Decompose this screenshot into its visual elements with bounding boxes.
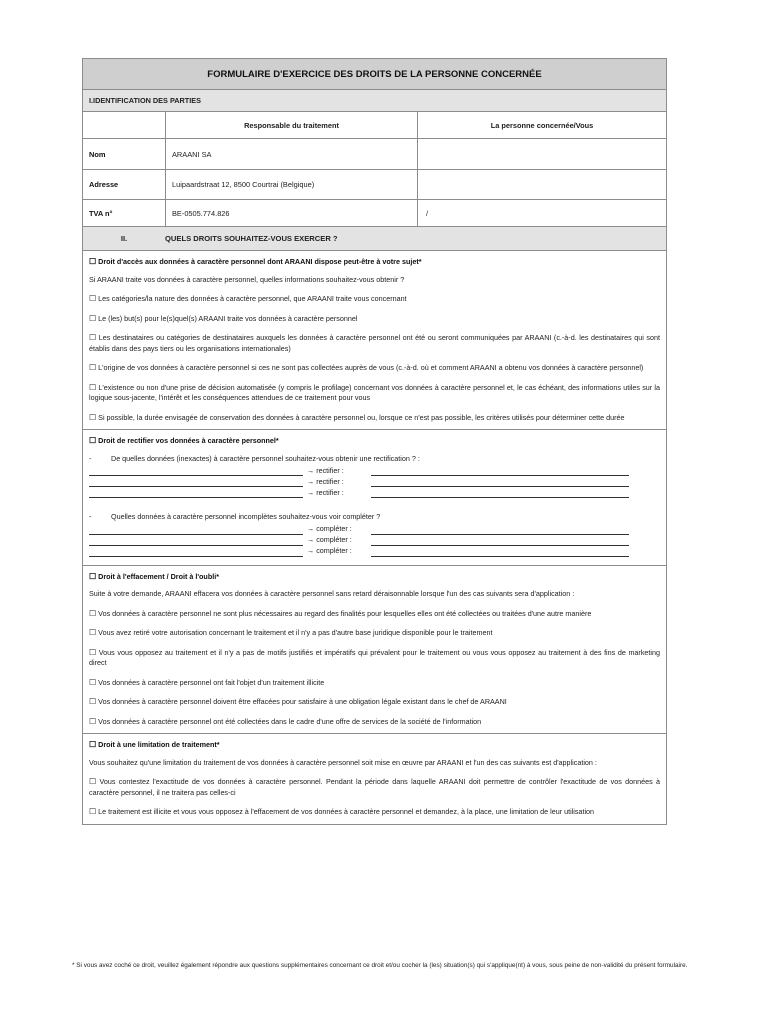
- section-number: II.: [120, 234, 128, 243]
- access-option: ☐ L'origine de vos données à caractère personnel si ces ne sont pas collectées auprès de vous (c.-à-d. où et comment ARAANI a obtenu vos données à caractère personnel): [89, 363, 644, 372]
- limit-right-block: [83, 734, 666, 824]
- header-empty-cell: [83, 112, 165, 138]
- complete-line[interactable]: → compléter :: [89, 524, 660, 535]
- row-label: Nom: [89, 149, 106, 159]
- rectify-right-checkbox[interactable]: ☐: [89, 436, 97, 445]
- complete-line[interactable]: → compléter :: [89, 546, 660, 557]
- option-checkbox[interactable]: ☐: [89, 677, 97, 687]
- option-checkbox[interactable]: ☐: [89, 716, 97, 726]
- access-right-title: Droit d'accès aux données à caractère personnel dont ARAANI dispose peut-être à votre sujet*: [98, 257, 422, 266]
- controller-address: Luipaardstraat 12, 8500 Courtrai (Belgique): [165, 170, 417, 199]
- arrow-icon: →: [307, 465, 315, 475]
- erase-right-checkbox[interactable]: ☐: [89, 571, 97, 581]
- header-controller: Responsable du traitement: [165, 112, 417, 138]
- option-checkbox[interactable]: ☐: [89, 647, 97, 657]
- row-label: Adresse: [89, 180, 119, 189]
- rectify-right-title: Droit de rectifier vos données à caractère personnel*: [98, 436, 279, 445]
- option-checkbox[interactable]: ☐: [89, 777, 97, 786]
- option-checkbox[interactable]: ☐: [89, 628, 97, 637]
- erase-option: ☐ Vos données à caractère personnel ont fait l'objet d'un traitement illicite: [89, 677, 325, 687]
- arrow-icon: →: [307, 546, 315, 555]
- limit-option: ☐ Vous contestez l'exactitude de vos données à caractère personnel. Pendant la période dans laquelle ARAANI doit permettre de contrôler l'exactitude de vos données à caractère personnel, il ne traitera pas celles-ci: [89, 777, 661, 797]
- access-option: ☐ Les catégories/la nature des données à caractère personnel, que ARAANI traite vous concernant: [89, 294, 407, 303]
- footnote: * Si vous avez coché ce droit, veuillez également répondre aux questions supplémentaires concernant ce droit et/ou cocher la (les) situation(s) qui s'applique(nt) à vous, sous peine de non-validité du présent formulaire.: [72, 962, 688, 969]
- access-intro: Si ARAANI traite vos données à caractère personnel, quelles informations souhaitez-vous obtenir ?: [89, 274, 405, 284]
- option-checkbox[interactable]: ☐: [89, 807, 97, 816]
- access-option: ☐ L'existence ou non d'une prise de décision automatisée (y compris le profilage) concernant vos données à caractère personnel et, le cas échéant, des informations utiles sur la logique sous-jacente, l'intérêt et les conséquences attendues de ce traitement pour vous: [89, 382, 660, 402]
- option-checkbox[interactable]: ☐: [89, 333, 97, 342]
- form-title: FORMULAIRE D'EXERCICE DES DROITS DE LA PERSONNE CONCERNÉE: [83, 59, 666, 90]
- erase-option: ☐ Vos données à caractère personnel ont été collectées dans le cadre d'une offre de services de la société de l'information: [89, 716, 482, 726]
- rectify-right-block: [83, 430, 666, 566]
- arrow-icon: →: [307, 524, 315, 533]
- limit-right-checkbox[interactable]: ☐: [89, 740, 97, 749]
- rectify-line[interactable]: → rectifier :: [89, 476, 660, 487]
- subject-vat-field[interactable]: /: [417, 200, 666, 226]
- limit-right-title: Droit à une limitation de traitement*: [98, 740, 220, 749]
- option-checkbox[interactable]: ☐: [89, 294, 97, 303]
- access-right-block: [83, 251, 666, 430]
- header-subject: La personne concernée/Vous: [417, 112, 666, 138]
- row-name: [83, 139, 666, 170]
- limit-option: ☐ Le traitement est illicite et vous vous opposez à l'effacement de vos données à caractère personnel et demandez, à la place, une limitation de leur utilisation: [89, 807, 595, 816]
- controller-name: ARAANI SA: [165, 139, 417, 169]
- arrow-icon: →: [307, 535, 315, 544]
- arrow-icon: →: [307, 476, 315, 486]
- section-identification-title: I.IDENTIFICATION DES PARTIES: [83, 90, 666, 112]
- arrow-icon: →: [307, 487, 315, 497]
- option-checkbox[interactable]: ☐: [89, 608, 97, 618]
- controller-vat: BE-0505.774.826: [165, 200, 417, 226]
- erase-option: ☐ Vos données à caractère personnel ne sont plus nécessaires au regard des finalités pour lesquelles elles ont été collectées ou traitées d'une autre manière: [89, 608, 592, 618]
- rectify-question-1: - De quelles données (inexactes) à caractère personnel souhaitez-vous obtenir une rectification ? :: [89, 453, 420, 463]
- row-vat: [83, 200, 666, 227]
- option-checkbox[interactable]: ☐: [89, 382, 97, 392]
- access-option: ☐ Si possible, la durée envisagée de conservation des données à caractère personnel ou, lorsque ce n'est pas possible, les critères utilisés pour déterminer cette durée: [89, 412, 625, 422]
- access-right-checkbox[interactable]: ☐: [89, 257, 97, 266]
- limit-intro: Vous souhaitez qu'une limitation du traitement de vos données à caractère personnel soit mise en œuvre par ARAANI et l'un des cas suivants est d'application :: [89, 757, 597, 767]
- row-label: TVA n°: [89, 208, 113, 218]
- row-address: [83, 170, 666, 200]
- erase-intro: Suite à votre demande, ARAANI effacera vos données à caractère personnel sans retard déraisonnable lorsque l'un des cas suivants sera d'application :: [89, 589, 575, 598]
- rectify-line[interactable]: → rectifier :: [89, 465, 660, 476]
- section-rights-title: QUELS DROITS SOUHAITEZ-VOUS EXERCER ?: [165, 234, 338, 243]
- option-checkbox[interactable]: ☐: [89, 363, 97, 372]
- parties-header-row: [83, 112, 666, 139]
- section-rights-header: [83, 227, 666, 251]
- complete-line[interactable]: → compléter :: [89, 535, 660, 546]
- erase-option: ☐ Vos données à caractère personnel doivent être effacées pour satisfaire à une obligation légale existant dans le chef de ARAANI: [89, 697, 507, 706]
- access-option: ☐ Les destinataires ou catégories de destinataires auxquels les données à caractère personnel ont été ou seront communiquées par ARAANI (c.-à-d. les destinataires qui sont établis dans des pays tiers ou les organisations internationales): [89, 333, 661, 353]
- erase-option: ☐ Vous avez retiré votre autorisation concernant le traitement et il n'y a pas d'autre base juridique disponible pour le traitement: [89, 628, 493, 637]
- subject-name-field[interactable]: [417, 139, 666, 169]
- rectify-question-2: - Quelles données à caractère personnel incomplètes souhaitez-vous voir compléter ?: [89, 512, 381, 521]
- option-checkbox[interactable]: ☐: [89, 412, 97, 422]
- option-checkbox[interactable]: ☐: [89, 313, 97, 323]
- erase-right-title: Droit à l'effacement / Droit à l'oubli*: [98, 571, 220, 581]
- option-checkbox[interactable]: ☐: [89, 697, 97, 706]
- erase-right-block: [83, 566, 666, 735]
- access-option: ☐ Le (les) but(s) pour le(s)quel(s) ARAANI traite vos données à caractère personnel: [89, 313, 358, 323]
- subject-address-field[interactable]: [417, 170, 666, 199]
- rights-request-form: [82, 58, 667, 825]
- rectify-line[interactable]: → rectifier :: [89, 487, 660, 498]
- erase-option: ☐ Vous vous opposez au traitement et il n'y a pas de motifs justifiés et impératifs qui prévalent pour le traitement ou vous vous opposez au traitement à des fins de marketing direct: [89, 647, 661, 667]
